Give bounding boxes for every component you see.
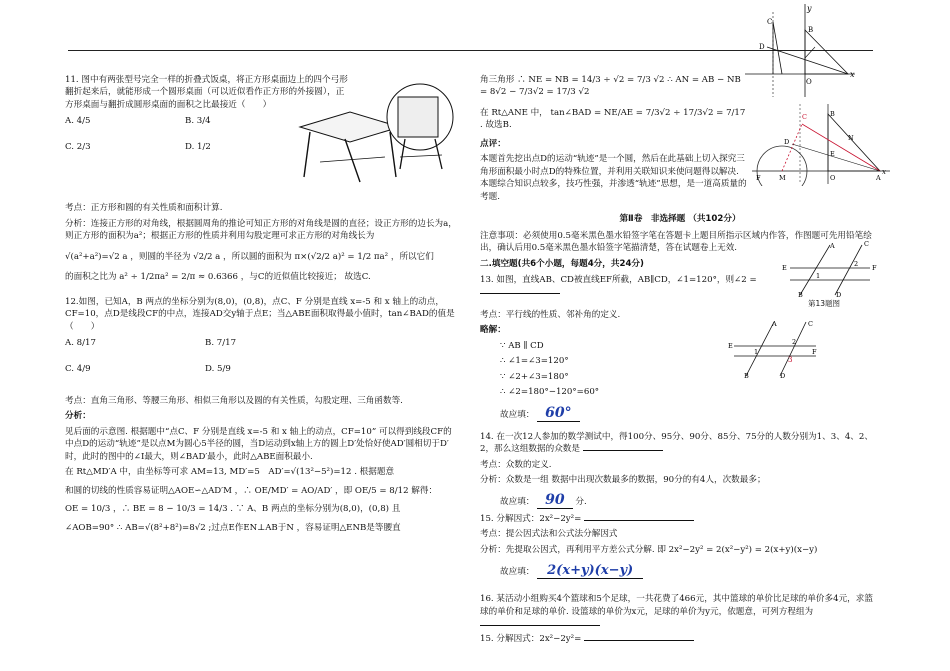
q11-option-b[interactable]: B. 3/4 (185, 116, 211, 127)
q12-analysis-p5: ∠AOB=90° ∴ AB=√(8²+8²)=8√2 ;过点E作EN⊥AB于N ，容易证明△ENB是等腰直 (65, 522, 401, 533)
q11-option-a[interactable]: A. 4/5 (65, 116, 91, 127)
notice-text: 注意事项：必须使用0.5毫米黑色墨水铅签字笔在答题卡上题目所指示区域内作答，作图题可先用铅笔绘出，确认后用0.5毫米黑色墨水铅签字笔描清楚，答在试题卷上无效. (480, 230, 872, 253)
q12-circle-figure (752, 104, 892, 186)
q11-line2: √(a²+a²)=√2 a ，则圆的半径为 √2/2 a ，所以圆的面积为 π×(√2/2 a)² = 1/2 πa² ，所以它们 (65, 251, 434, 262)
svg-text:2: 2 (854, 260, 859, 268)
q14-answer: 90 (537, 492, 572, 509)
q16-stem: 16. 某活动小组购买4个篮球和5个足球，一共花费了466元，其中篮球的单价比足球的单价多4元，求篮球的单价和足球的单价. 设篮球的单价为x元，足球的单价为y元，依题意，可列方程组为 (480, 593, 880, 630)
svg-text:M: M (779, 174, 786, 182)
folding-table-figure (290, 77, 460, 197)
q12-option-a[interactable]: A. 8/17 (65, 337, 96, 348)
svg-text:D: D (784, 138, 790, 146)
q14-kaodian: 考点：众数的定义. (480, 459, 552, 470)
svg-text:x: x (850, 70, 855, 79)
q15b-blank[interactable] (584, 640, 694, 641)
dianping-text: 本题首先挖出点D的运动“轨迹”是一个圆，然后在此基础上切入探究三角形面积最小时点D的特殊位置，并利用关联知识来使问题得以解决. 本题综合知识点较多，技巧性强，并渗透“轨迹”思想，是一道高质量的考题. (480, 154, 747, 202)
svg-text:A: A (772, 320, 777, 328)
q15-answer-row: 故应填： 2(x+y)(x−y) (480, 562, 880, 581)
q12-analysis-p3: 和圆的切线的性质容易证明△AOE∽△AD′M ，∴ OE/MD′ = AO/AD′ ，即 OE/5 = 8/12 解得： (65, 485, 438, 496)
dianping-title: 点评： (480, 138, 506, 149)
svg-text:1: 1 (754, 348, 759, 356)
svg-text:C: C (767, 18, 773, 26)
q12-kaodian: 考点：直角三角形、等腰三角形、相似三角形以及圆的有关性质，勾股定理、三角函数等. (65, 395, 403, 406)
svg-text:F: F (812, 348, 817, 356)
q13-step4: ∴ ∠2=180°−120°=60° (500, 387, 600, 398)
q13-answer: 60° (537, 405, 579, 422)
svg-text:E: E (830, 150, 835, 158)
svg-text:B: B (830, 110, 835, 118)
q15-fenxi: 分析：先提取公因式，再利用平方差公式分解. 即 2x²−2y² = 2(x²−y²) = 2(x+y)(x−y) (480, 544, 818, 555)
q12-option-b[interactable]: B. 7/17 (205, 337, 237, 348)
q13-solution-figure (728, 318, 820, 378)
q12-option-c[interactable]: C. 4/9 (65, 363, 91, 374)
q12-analysis-p2: 在 Rt△MD′A 中，由坐标等可求 AM=13, MD′=5 AD′=√(13²−5²)=12 . 根据题意 (65, 467, 395, 478)
q13-figure (780, 240, 880, 298)
q14-stem: 14. 在一次12人参加的数学测试中，得100分、95分、90分、85分、75分的人数分别为1、3、4、2、2，那么这组数据的众数是 (480, 431, 873, 455)
svg-text:O: O (806, 78, 812, 86)
q11-option-d[interactable]: D. 1/2 (185, 142, 211, 153)
q13-step2: ∴ ∠1=∠3=120° (500, 356, 569, 367)
q16-blank[interactable] (480, 625, 600, 626)
svg-text:y: y (807, 4, 812, 13)
svg-text:A: A (830, 242, 835, 250)
svg-text:E: E (782, 264, 787, 272)
svg-text:B: B (798, 291, 803, 298)
q14-answer-row: 故应填： 90 分. (500, 491, 587, 508)
q11-stem: 11. 图中有两张型号完全一样的折叠式饭桌，将正方形桌面边上的四个弓形翻折起来后，就能形成一个圆形桌面（可以近似看作正方形的外接圆），正方形桌面与翻折成圆形桌面的面积之比最接近（ ） (65, 75, 348, 110)
svg-text:B: B (808, 26, 814, 34)
svg-text:E: E (728, 342, 733, 350)
q15-stem: 15. 分解因式：2x²−2y²= (480, 513, 880, 525)
q13-figure-caption: 第13题图 (808, 299, 841, 308)
svg-text:F: F (872, 264, 877, 272)
q12-fenxi-title: 分析： (65, 411, 91, 422)
svg-text:3: 3 (788, 356, 793, 364)
q13-stem: 13. 如图，直线AB、CD被直线EF所截，AB∥CD，∠1=120°，则∠2 = (480, 274, 760, 299)
svg-text:A: A (876, 174, 881, 182)
q15b-stem: 15. 分解因式：2x²−2y²= (480, 633, 880, 645)
q13-step1: ∵ AB ∥ CD (500, 340, 544, 351)
svg-text:D: D (836, 291, 842, 298)
q14-blank[interactable] (583, 450, 663, 451)
svg-text:x: x (882, 168, 886, 176)
svg-text:N: N (848, 134, 854, 142)
svg-text:B: B (744, 372, 749, 378)
q11-kaodian: 考点：正方形和圆的有关性质和面积计算. (65, 203, 223, 214)
q14-fenxi: 分析：众数是一组 数据中出现次数最多的数据，90分的有4人，次数最多； (480, 475, 766, 486)
q11-fenxi: 分析：连接正方形的对角线，根据圆周角的推论可知正方形的对角线是圆的直径；设正方形的边长为a，则正方形的面积为a²；根据正方形的性质并利用勾股定理可求正方形的对角线长为 (65, 218, 457, 242)
q12-stem: 12.如图，已知A，B 两点的坐标分别为(8,0)，(0,8)，点C、F 分别是直线 x=-5 和 x 轴上的动点，CF=10，点D是线段CF的中点，连接AD交y轴于点E；当△ABE面积取得最小值时，tan∠BAD的值是（ ） (65, 296, 455, 332)
svg-text:C: C (808, 320, 813, 328)
q11-option-c[interactable]: C. 2/3 (65, 142, 91, 153)
q12-option-d[interactable]: D. 5/9 (205, 363, 231, 374)
q12-analysis-p4: OE = 10/3 ，∴ BE = 8 − 10/3 = 14/3 . ∵ A、B 两点的坐标分别为(8,0)，(0,8) 且 (65, 504, 401, 515)
svg-text:D: D (780, 372, 786, 378)
q15-answer: 2(x+y)(x−y) (537, 563, 643, 579)
q13-jielue: 略解： (480, 325, 506, 336)
svg-text:C: C (864, 240, 869, 248)
svg-text:F: F (756, 174, 761, 182)
q13-answer-row: 故应填： 60° (480, 403, 880, 423)
q15-kaodian: 考点：提公因式法和公式法分解因式 (480, 529, 618, 540)
q12-solution-r2: 在 Rt△ANE 中， tan∠BAD = NE/AE = 7/3√2 ÷ 17/3√2 = 7/17 . 故选B. (480, 107, 746, 131)
svg-text:D: D (759, 43, 765, 51)
q11-line3: 的面积之比为 a² ÷ 1/2πa² = 2/π ≈ 0.6366 ，与C的近似值比较接近； 故选C. (65, 272, 371, 283)
q12-analysis-p1: 见后面的示意图. 根据题中“点C、F 分别是直线 x=-5 和 x 轴上的动点，CF=10” 可以得到线段CF的中点D的运动“轨迹”是以点M为圆心5半径的圆，当D运动到x轴上方的圆上D′处恰好使AD′圆相切于D′时，此时的图中的∠I最大，则∠BAD′最小，此时△ABE面积最小. (65, 426, 452, 462)
section-fill-title: 二.填空题(共6个小题，每题4分，共24分) (480, 259, 644, 270)
q13-kaodian: 考点：平行线的性质、邻补角的定义. (480, 309, 621, 320)
q15-blank[interactable] (584, 520, 694, 521)
svg-text:1: 1 (816, 272, 821, 280)
q13-blank[interactable] (480, 293, 560, 294)
svg-text:C: C (802, 113, 807, 121)
svg-text:O: O (830, 174, 836, 182)
part2-title: 第Ⅱ卷 非选择题 （共102分） (619, 214, 741, 225)
left-column (65, 74, 460, 537)
q12-solution-r1: 角三角形 ∴ NE = NB = 14/3 ÷ √2 = 7/3 √2 ∴ AN = AB − NB = 8√2 − 7/3√2 = 17/3 √2 (480, 75, 741, 98)
q13-step3: ∵ ∠2+∠3=180° (500, 371, 569, 382)
svg-text:2: 2 (792, 338, 797, 346)
